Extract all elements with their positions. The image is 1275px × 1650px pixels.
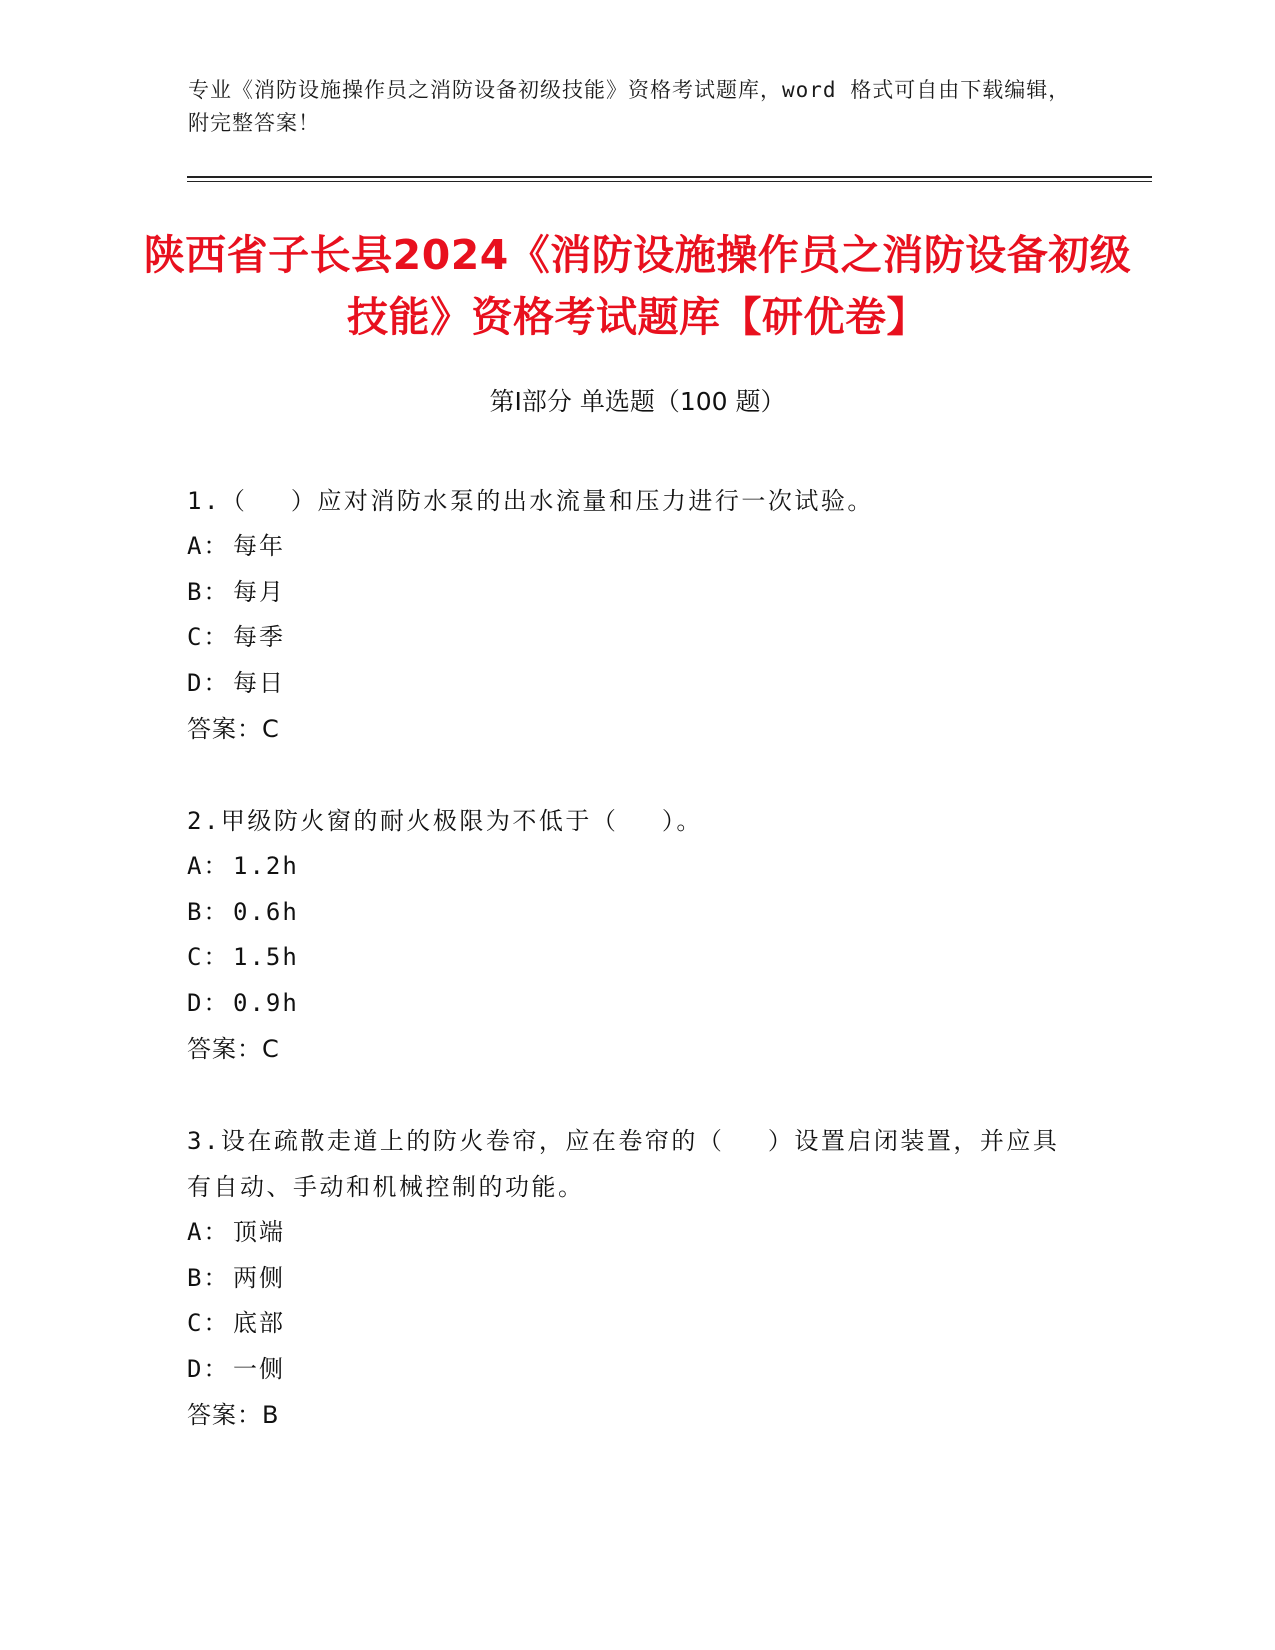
option-a xyxy=(187,1210,1077,1256)
option-key: C： xyxy=(187,943,230,971)
option-key: B： xyxy=(187,577,230,606)
option-key: B： xyxy=(187,897,230,926)
option-key: B： xyxy=(187,1263,230,1292)
option-d xyxy=(187,1347,1077,1393)
option-text: 0.9h xyxy=(233,988,299,1017)
option-text: 0.6h xyxy=(233,897,299,926)
option-key: A： xyxy=(187,852,230,880)
answer-line: 答案：B xyxy=(187,1401,280,1429)
question-list xyxy=(187,478,1077,1484)
header-note: 专业《消防设施操作员之消防设备初级技能》资格考试题库，word 格式可自由下载编辑，附完整答案！ xyxy=(188,78,1071,135)
header-divider-thin xyxy=(187,181,1152,182)
question-1 xyxy=(187,478,1077,752)
document-title: 陕西省子长县2024《消防设施操作员之消防设备初级技能》资格考试题库【研优卷】 xyxy=(143,231,1132,341)
option-text: 每季 xyxy=(233,623,285,651)
question-stem: 3.设在疏散走道上的防火卷帘，应在卷帘的（ ）设置启闭装置，并应具有自动、手动和机械控制的功能。 xyxy=(187,1127,1060,1201)
option-text: 1.5h xyxy=(233,943,299,971)
option-text: 底部 xyxy=(233,1309,285,1337)
option-text: 一侧 xyxy=(233,1354,285,1383)
option-d xyxy=(187,661,1077,707)
option-key: D： xyxy=(187,1354,230,1383)
option-c xyxy=(187,615,1077,661)
option-a xyxy=(187,844,1077,890)
answer-line: 答案：C xyxy=(187,1035,280,1063)
option-key: A： xyxy=(187,532,230,560)
option-d xyxy=(187,981,1077,1027)
option-text: 1.2h xyxy=(233,852,299,880)
option-a xyxy=(187,524,1077,570)
header-divider-thick xyxy=(187,176,1152,178)
option-text: 顶端 xyxy=(233,1218,285,1246)
option-key: D： xyxy=(187,988,230,1017)
option-key: C： xyxy=(187,1309,230,1337)
option-text: 每月 xyxy=(233,577,285,606)
option-text: 每年 xyxy=(233,532,285,560)
option-c xyxy=(187,1301,1077,1347)
option-b xyxy=(187,890,1077,936)
option-text: 每日 xyxy=(233,668,285,697)
option-b xyxy=(187,570,1077,616)
question-stem: 2.甲级防火窗的耐火极限为不低于（ ）。 xyxy=(187,807,703,835)
option-c xyxy=(187,935,1077,981)
option-b xyxy=(187,1256,1077,1302)
question-3 xyxy=(187,1118,1077,1438)
option-key: D： xyxy=(187,668,230,697)
question-stem: 1.（ ）应对消防水泵的出水流量和压力进行一次试验。 xyxy=(187,487,874,515)
option-text: 两侧 xyxy=(233,1263,285,1292)
section-title: 第Ⅰ部分 单选题（100 题） xyxy=(489,387,786,416)
option-key: A： xyxy=(187,1218,230,1246)
option-key: C： xyxy=(187,623,230,651)
answer-line: 答案：C xyxy=(187,715,280,743)
question-2 xyxy=(187,798,1077,1072)
